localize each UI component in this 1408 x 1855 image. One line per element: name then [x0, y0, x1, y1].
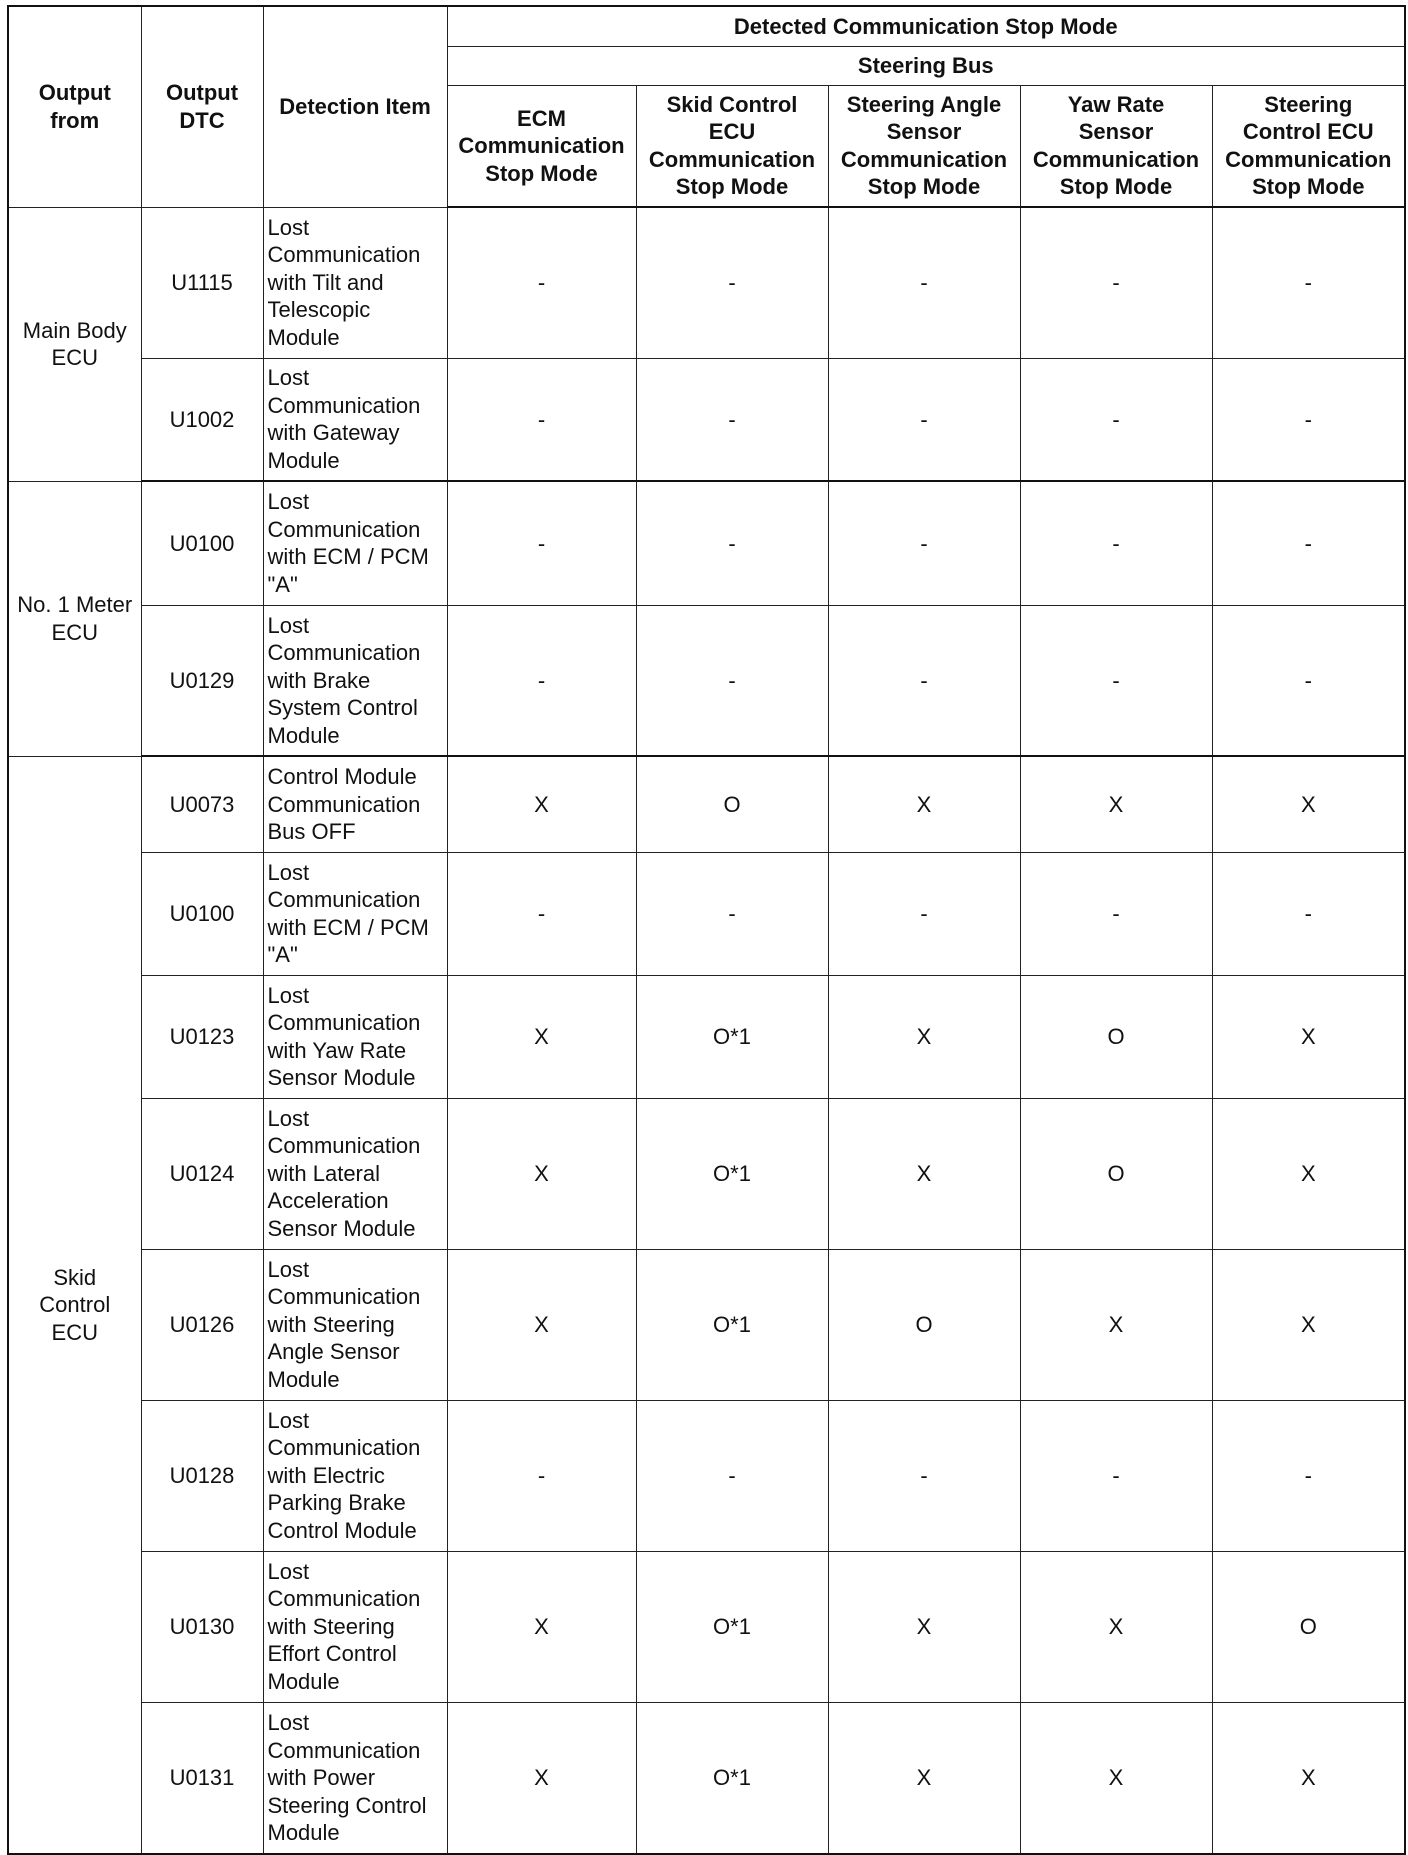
- detection-item: Lost Communication with ECM / PCM "A": [263, 481, 447, 605]
- mode-cell: -: [636, 1400, 828, 1551]
- mode-cell: X: [1020, 756, 1212, 852]
- detection-item: Lost Communication with Electric Parking Brake Control Module: [263, 1400, 447, 1551]
- mode-cell: O: [1020, 975, 1212, 1098]
- mode-cell: O*1: [636, 1702, 828, 1854]
- mode-cell: -: [1020, 1400, 1212, 1551]
- mode-cell: -: [1020, 207, 1212, 358]
- detection-item: Lost Communication with Brake System Control Module: [263, 605, 447, 756]
- dtc-communication-stop-table: [7, 5, 1406, 1855]
- mode-cell: X: [1020, 1702, 1212, 1854]
- mode-cell: -: [447, 481, 636, 605]
- table-row: [8, 852, 1405, 975]
- mode-cell: -: [636, 605, 828, 756]
- header-mode-ecm: ECM Communication Stop Mode: [447, 85, 636, 207]
- mode-cell: O: [1020, 1098, 1212, 1249]
- mode-cell: X: [828, 1098, 1020, 1249]
- mode-cell: -: [1212, 852, 1405, 975]
- mode-cell: X: [828, 975, 1020, 1098]
- dtc-code: U0124: [141, 1098, 263, 1249]
- table-row: [8, 358, 1405, 481]
- mode-cell: -: [1212, 605, 1405, 756]
- detection-item: Lost Communication with Gateway Module: [263, 358, 447, 481]
- mode-cell: X: [1020, 1249, 1212, 1400]
- mode-cell: -: [828, 1400, 1020, 1551]
- output-from-cell: No. 1 Meter ECU: [8, 481, 141, 756]
- dtc-code: U1002: [141, 358, 263, 481]
- mode-cell: -: [636, 852, 828, 975]
- mode-cell: X: [828, 756, 1020, 852]
- mode-cell: -: [447, 358, 636, 481]
- mode-cell: -: [1212, 207, 1405, 358]
- table-row: [8, 756, 1405, 852]
- table-row: [8, 207, 1405, 358]
- mode-cell: O*1: [636, 1098, 828, 1249]
- mode-cell: -: [636, 358, 828, 481]
- mode-cell: -: [828, 605, 1020, 756]
- mode-cell: -: [447, 1400, 636, 1551]
- mode-cell: -: [447, 207, 636, 358]
- dtc-code: U0129: [141, 605, 263, 756]
- dtc-code: U0100: [141, 852, 263, 975]
- detection-item: Lost Communication with Power Steering Control Module: [263, 1702, 447, 1854]
- detection-item: Lost Communication with ECM / PCM "A": [263, 852, 447, 975]
- header-detection-item: Detection Item: [263, 6, 447, 207]
- header-mode-steering-angle-sensor: Steering Angle Sensor Communication Stop Mode: [828, 85, 1020, 207]
- detection-item: Lost Communication with Yaw Rate Sensor Module: [263, 975, 447, 1098]
- header-output-from: Output from: [8, 6, 141, 207]
- mode-cell: X: [1212, 756, 1405, 852]
- header-mode-skid-control-ecu: Skid Control ECU Communication Stop Mode: [636, 85, 828, 207]
- mode-cell: O: [1212, 1551, 1405, 1702]
- table-row: [8, 1400, 1405, 1551]
- mode-cell: -: [1020, 852, 1212, 975]
- table-row: [8, 975, 1405, 1098]
- mode-cell: -: [636, 481, 828, 605]
- mode-cell: X: [447, 1702, 636, 1854]
- mode-cell: X: [828, 1702, 1020, 1854]
- mode-cell: -: [828, 481, 1020, 605]
- mode-cell: -: [1212, 358, 1405, 481]
- dtc-code: U0128: [141, 1400, 263, 1551]
- mode-cell: -: [828, 358, 1020, 481]
- mode-cell: X: [447, 1098, 636, 1249]
- detection-item: Lost Communication with Lateral Acceleration Sensor Module: [263, 1098, 447, 1249]
- detection-item: Lost Communication with Steering Angle Sensor Module: [263, 1249, 447, 1400]
- table-row: [8, 481, 1405, 605]
- mode-cell: -: [1020, 605, 1212, 756]
- table-row: [8, 1098, 1405, 1249]
- mode-cell: -: [447, 852, 636, 975]
- mode-cell: X: [447, 1551, 636, 1702]
- header-detected-communication-stop-mode: Detected Communication Stop Mode: [447, 6, 1405, 46]
- mode-cell: -: [1020, 481, 1212, 605]
- mode-cell: X: [1212, 1702, 1405, 1854]
- mode-cell: O*1: [636, 1551, 828, 1702]
- mode-cell: -: [828, 852, 1020, 975]
- dtc-code: U1115: [141, 207, 263, 358]
- dtc-code: U0130: [141, 1551, 263, 1702]
- mode-cell: X: [1212, 1249, 1405, 1400]
- mode-cell: O*1: [636, 1249, 828, 1400]
- table-row: [8, 605, 1405, 756]
- dtc-code: U0126: [141, 1249, 263, 1400]
- mode-cell: X: [828, 1551, 1020, 1702]
- mode-cell: O: [636, 756, 828, 852]
- dtc-code: U0123: [141, 975, 263, 1098]
- mode-cell: X: [1212, 975, 1405, 1098]
- mode-cell: -: [1212, 481, 1405, 605]
- dtc-code: U0100: [141, 481, 263, 605]
- mode-cell: X: [447, 756, 636, 852]
- table-row: [8, 1249, 1405, 1400]
- header-mode-steering-control-ecu: Steering Control ECU Communication Stop Mode: [1212, 85, 1405, 207]
- mode-cell: O*1: [636, 975, 828, 1098]
- mode-cell: -: [828, 207, 1020, 358]
- detection-item: Lost Communication with Tilt and Telescopic Module: [263, 207, 447, 358]
- mode-cell: O: [828, 1249, 1020, 1400]
- mode-cell: -: [447, 605, 636, 756]
- mode-cell: X: [1212, 1098, 1405, 1249]
- mode-cell: X: [1020, 1551, 1212, 1702]
- output-from-cell: Skid Control ECU: [8, 756, 141, 1854]
- dtc-code: U0073: [141, 756, 263, 852]
- header-mode-yaw-rate-sensor: Yaw Rate Sensor Communication Stop Mode: [1020, 85, 1212, 207]
- mode-cell: -: [1212, 1400, 1405, 1551]
- table-row: [8, 1551, 1405, 1702]
- detection-item: Control Module Communication Bus OFF: [263, 756, 447, 852]
- mode-cell: X: [447, 975, 636, 1098]
- output-from-cell: Main Body ECU: [8, 207, 141, 481]
- header-steering-bus: Steering Bus: [447, 46, 1405, 85]
- dtc-code: U0131: [141, 1702, 263, 1854]
- detection-item: Lost Communication with Steering Effort Control Module: [263, 1551, 447, 1702]
- header-output-dtc: Output DTC: [141, 6, 263, 207]
- table-row: [8, 1702, 1405, 1854]
- mode-cell: -: [1020, 358, 1212, 481]
- mode-cell: X: [447, 1249, 636, 1400]
- mode-cell: -: [636, 207, 828, 358]
